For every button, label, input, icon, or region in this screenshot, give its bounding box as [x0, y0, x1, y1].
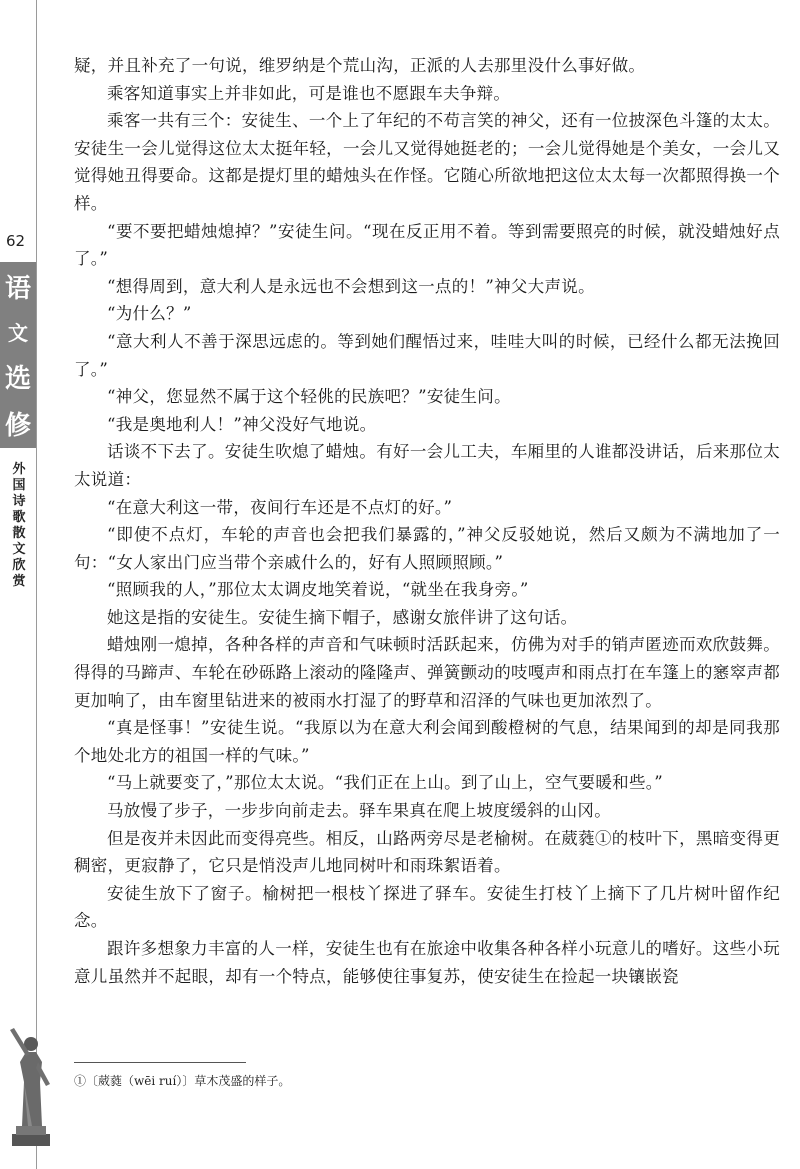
paragraph: “我是奥地利人！”神父没好气地说。: [107, 414, 377, 434]
sidebar-divider: [36, 0, 37, 1169]
paragraph: “真是怪事！”安徒生说。“我原以为在意大利会闻到酸橙树的气息，结果闻到的却是同我那个地处北方的祖国一样的气味。”: [74, 718, 780, 765]
sidebar-title-char: 修: [4, 411, 31, 441]
paragraph: 话谈不下去了。安徒生吹熄了蜡烛。有好一会儿工夫，车厢里的人谁都没讲话，后来那位太太说道：: [74, 442, 780, 489]
paragraph: “马上就要变了，”那位太太说。“我们正在上山。到了山上，空气要暖和些。”: [107, 773, 664, 793]
sidebar-title-char: 语: [4, 274, 31, 304]
paragraph: 蜡烛刚一熄掉，各种各样的声音和气味顿时活跃起来，仿佛为对手的销声匿迹而欢欣鼓舞。得得的马蹄声、车轮在砂砾路上滚动的隆隆声、弹簧颤动的吱嘎声和雨点打在车篷上的窸窣声都更加响了，由车窗里钻进来的被雨水打湿了的野草和沼泽的气味也更加浓烈了。: [74, 635, 780, 710]
paragraph: 乘客一共有三个：安徒生、一个上了年纪的不苟言笑的神父，还有一位披深色斗篷的太太。安徒生一会儿觉得这位太太挺年轻，一会儿又觉得她挺老的；一会儿觉得她是个美女，一会儿又觉得她丑得要命。这都是提灯里的蜡烛头在作怪。它随心所欲地把这位太太每一次都照得换一个样。: [74, 111, 780, 213]
statue-icon: [2, 1022, 60, 1147]
article-body: [74, 52, 780, 990]
sidebar-title-block: [0, 262, 36, 448]
sidebar-title-char: 选: [4, 364, 31, 394]
series-title: 外国诗歌散文欣赏: [12, 462, 26, 589]
paragraph: “想得周到，意大利人是永远也不会想到这一点的！”神父大声说。: [107, 276, 595, 296]
paragraph: 但是夜并未因此而变得亮些。相反，山路两旁尽是老榆树。在葳蕤①的枝叶下，黑暗变得更稠密，更寂静了，它只是悄没声儿地同树叶和雨珠絮语着。: [74, 828, 780, 876]
paragraph: 她这是指的安徒生。安徒生摘下帽子，感谢女旅伴讲了这句话。: [107, 607, 578, 627]
paragraph: 疑，并且补充了一句说，维罗纳是个荒山沟，正派的人去那里没什么事好做。: [74, 56, 646, 75]
paragraph: “为什么？”: [107, 304, 192, 324]
paragraph: “意大利人不善于深思远虑的。等到她们醒悟过来，哇哇大叫的时候，已经什么都无法挽回了。”: [74, 331, 780, 379]
paragraph: “照顾我的人，”那位太太调皮地笑着说，“就坐在我身旁。”: [107, 580, 529, 600]
sidebar-title-char: 文: [8, 321, 28, 345]
paragraph: “神父，您显然不属于这个轻佻的民族吧？”安徒生问。: [107, 387, 511, 407]
paragraph: 跟许多想象力丰富的人一样，安徒生也有在旅途中收集各种各样小玩意儿的嗜好。这些小玩意儿虽然并不起眼，却有一个特点，能够使往事复苏，使安徒生在捡起一块镶嵌瓷: [74, 939, 780, 986]
footnote: ①〔葳蕤（wēi ruí）〕草木茂盛的样子。: [74, 1074, 291, 1088]
paragraph: “即使不点灯，车轮的声音也会把我们暴露的，”神父反驳她说，然后又颇为不满地加了一句：“女人家出门应当带个亲戚什么的，好有人照顾照顾。”: [74, 525, 780, 572]
paragraph: “在意大利这一带，夜间行车还是不点灯的好。”: [107, 497, 453, 517]
page-number: 62: [6, 232, 26, 250]
paragraph: 马放慢了步子，一步步向前走去。驿车果真在爬上坡度缓斜的山冈。: [107, 801, 611, 821]
footnote-divider: [74, 1062, 246, 1063]
paragraph: “要不要把蜡烛熄掉？”安徒生问。“现在反正用不着。等到需要照亮的时候，就没蜡烛好点了。”: [74, 221, 780, 269]
paragraph: 乘客知道事实上并非如此，可是谁也不愿跟车夫争辩。: [107, 83, 511, 103]
paragraph: 安徒生放下了窗子。榆树把一根枝丫探进了驿车。安徒生打枝丫上摘下了几片树叶留作纪念。: [74, 883, 780, 931]
